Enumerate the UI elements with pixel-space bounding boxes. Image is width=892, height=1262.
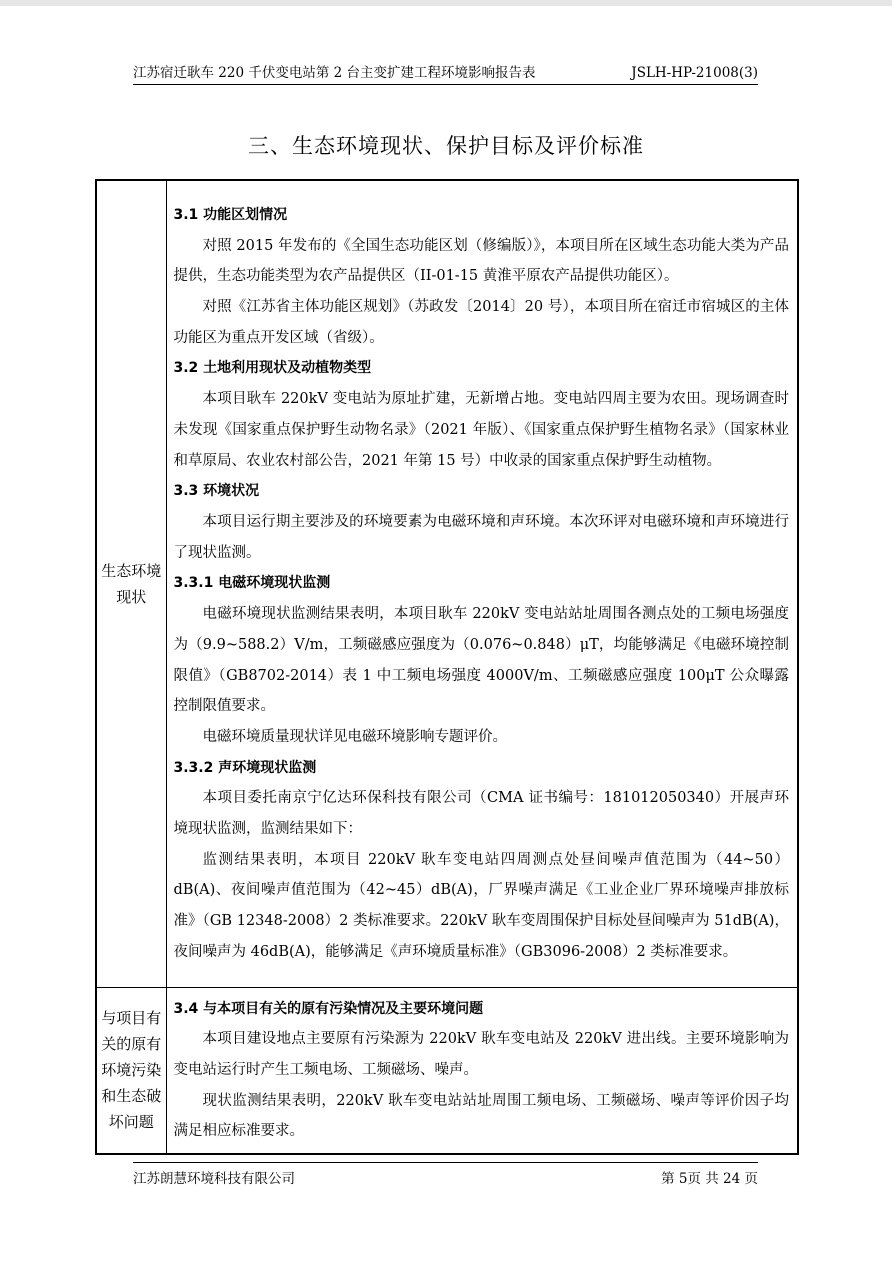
para-3-3-2-a: 本项目委托南京宁亿达环保科技有限公司（CMA 证书编号：181012050340）开展声环境现状监测，监测结果如下： (173, 790, 789, 838)
heading-3-4: 3.4 与本项目有关的原有污染情况及主要环境问题 (173, 1000, 484, 1017)
row-label-existing-problems: 与项目有关的原有环境污染和生态破坏问题 (96, 987, 166, 1154)
heading-3-2: 3.2 土地利用现状及动植物类型 (173, 360, 372, 377)
para-3-1-b: 对照《江苏省主体功能区规划》（苏政发〔2014〕20 号），本项目所在宿迁市宿城区的主体功能区为重点开发区域（省级）。 (173, 299, 789, 346)
content-table (95, 179, 799, 1155)
heading-3-3-1: 3.3.1 电磁环境现状监测 (173, 575, 331, 592)
row-label-eco-status: 生态环境现状 (96, 180, 166, 987)
header-doc-code: JSLH-HP-21008(3) (631, 65, 758, 81)
header-title: 江苏宿迁耿车 220 千伏变电站第 2 台主变扩建工程环境影响报告表 (133, 65, 536, 81)
heading-3-1: 3.1 功能区划情况 (173, 206, 288, 223)
para-3-3-1-a: 电磁环境现状监测结果表明，本项目耿车 220kV 变电站站址周围各测点处的工频电场强度为（9.9~588.2）V/m，工频磁感应强度为（0.076~0.848）μT，均能够满足《电磁环境控制限值》（GB8702-2014）表 1 中工频电场强度 4000V/m、工频磁感应强度 100μT 公众曝露控制限值要求。 (173, 606, 789, 715)
footer-company: 江苏朗慧环境科技有限公司 (133, 1171, 295, 1187)
footer-page-number: 第 5页 共 24 页 (661, 1171, 758, 1187)
table-row-existing-problems (96, 987, 798, 1154)
heading-3-3: 3.3 环境状况 (173, 483, 260, 500)
para-3-3: 本项目运行期主要涉及的环境要素为电磁环境和声环境。本次环评对电磁环境和声环境进行了现状监测。 (173, 513, 789, 561)
table-row-eco-status (96, 180, 798, 987)
row-content-eco-status (166, 180, 798, 987)
para-3-4-a: 本项目建设地点主要原有污染源为 220kV 耿车变电站及 220kV 进出线。主要环境影响为变电站运行时产生工频电场、工频磁场、噪声。 (173, 1031, 789, 1078)
row-content-existing-problems (166, 987, 798, 1154)
section-title: 三、生态环境现状、保护目标及评价标准 (248, 134, 644, 158)
page-top-edge (0, 0, 892, 6)
page-header (133, 62, 758, 85)
para-3-1-a: 对照 2015 年发布的《全国生态功能区划（修编版）》，本项目所在区域生态功能大类为产品提供，生态功能类型为农产品提供区（II-01-15 黄淮平原农产品提供功能区）。 (173, 237, 789, 285)
para-3-3-1-b: 电磁环境质量现状详见电磁环境影响专题评价。 (202, 728, 507, 745)
para-3-2: 本项目耿车 220kV 变电站为原址扩建，无新增占地。变电站四周主要为农田。现场调查时未发现《国家重点保护野生动物名录》（2021 年版）、《国家重点保护野生植物名录》（国家林业和草原局、农业农村部公告，2021 年第 15 号）中收录的国家重点保护野生动植物。 (173, 391, 789, 469)
page-footer (133, 1162, 758, 1185)
para-3-4-b: 现状监测结果表明，220kV 耿车变电站站址周围工频电场、工频磁场、噪声等评价因子均满足相应标准要求。 (173, 1092, 789, 1140)
heading-3-3-2: 3.3.2 声环境现状监测 (173, 759, 317, 776)
para-3-3-2-b: 监测结果表明，本项目 220kV 耿车变电站四周测点处昼间噪声值范围为（44~50）dB(A)、夜间噪声值范围为（42~45）dB(A)，厂界噪声满足《工业企业厂界环境噪声排放标准》（GB 12348-2008）2 类标准要求。220kV 耿车变周围保护目标处昼间噪声为 51dB(A)，夜间噪声为 46dB(A)，能够满足《声环境质量标准》（GB3096-2008）2 类标准要求。 (173, 851, 789, 960)
